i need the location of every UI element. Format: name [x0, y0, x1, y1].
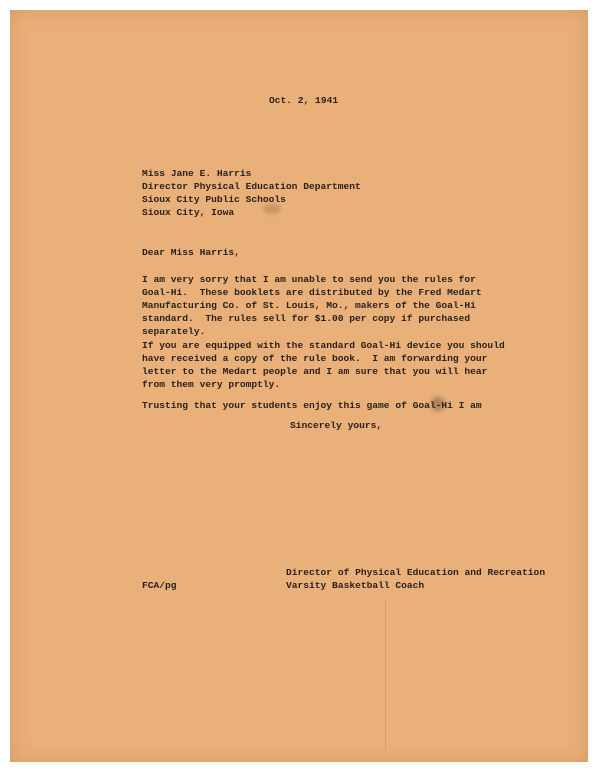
signature-title-line: Varsity Basketball Coach: [286, 580, 425, 591]
paragraph-line: If you are equipped with the standard Goal-Hi device you should: [142, 340, 505, 351]
address-line: Sioux City, Iowa: [142, 207, 235, 218]
address-line: Miss Jane E. Harris: [142, 168, 252, 179]
paragraph-line: Manufacturing Co. of St. Louis, Mo., makers of the Goal-Hi: [142, 300, 476, 311]
paragraph-line: Goal-Hi. These booklets are distributed by the Fred Medart: [142, 287, 482, 298]
signature-title-line: Director of Physical Education and Recreation: [286, 567, 546, 578]
salutation: Dear Miss Harris,: [142, 247, 240, 258]
address-line: Sioux City Public Schools: [142, 194, 286, 205]
paper-crease: [385, 600, 386, 750]
paragraph-line: letter to the Medart people and I am sure that you will hear: [142, 366, 488, 377]
closing: Sincerely yours,: [290, 420, 383, 431]
paragraph-line: standard. The rules sell for $1.00 per copy if purchased: [142, 313, 471, 324]
address-line: Director Physical Education Department: [142, 181, 361, 192]
paragraph-line: separately.: [142, 326, 206, 337]
typist-initials: FCA/pg: [142, 580, 177, 591]
paragraph-line: I am very sorry that I am unable to send you the rules for: [142, 274, 476, 285]
paragraph-line: have received a copy of the rule book. I am forwarding your: [142, 353, 488, 364]
letter-page: [10, 10, 588, 762]
ink-smudge: [263, 204, 281, 214]
letter-date: Oct. 2, 1941: [269, 95, 339, 106]
paragraph-line: from them very promptly.: [142, 379, 281, 390]
ink-smudge: [431, 397, 445, 411]
paragraph-3: Trusting that your students enjoy this game of Goal-Hi I am: [142, 400, 482, 411]
